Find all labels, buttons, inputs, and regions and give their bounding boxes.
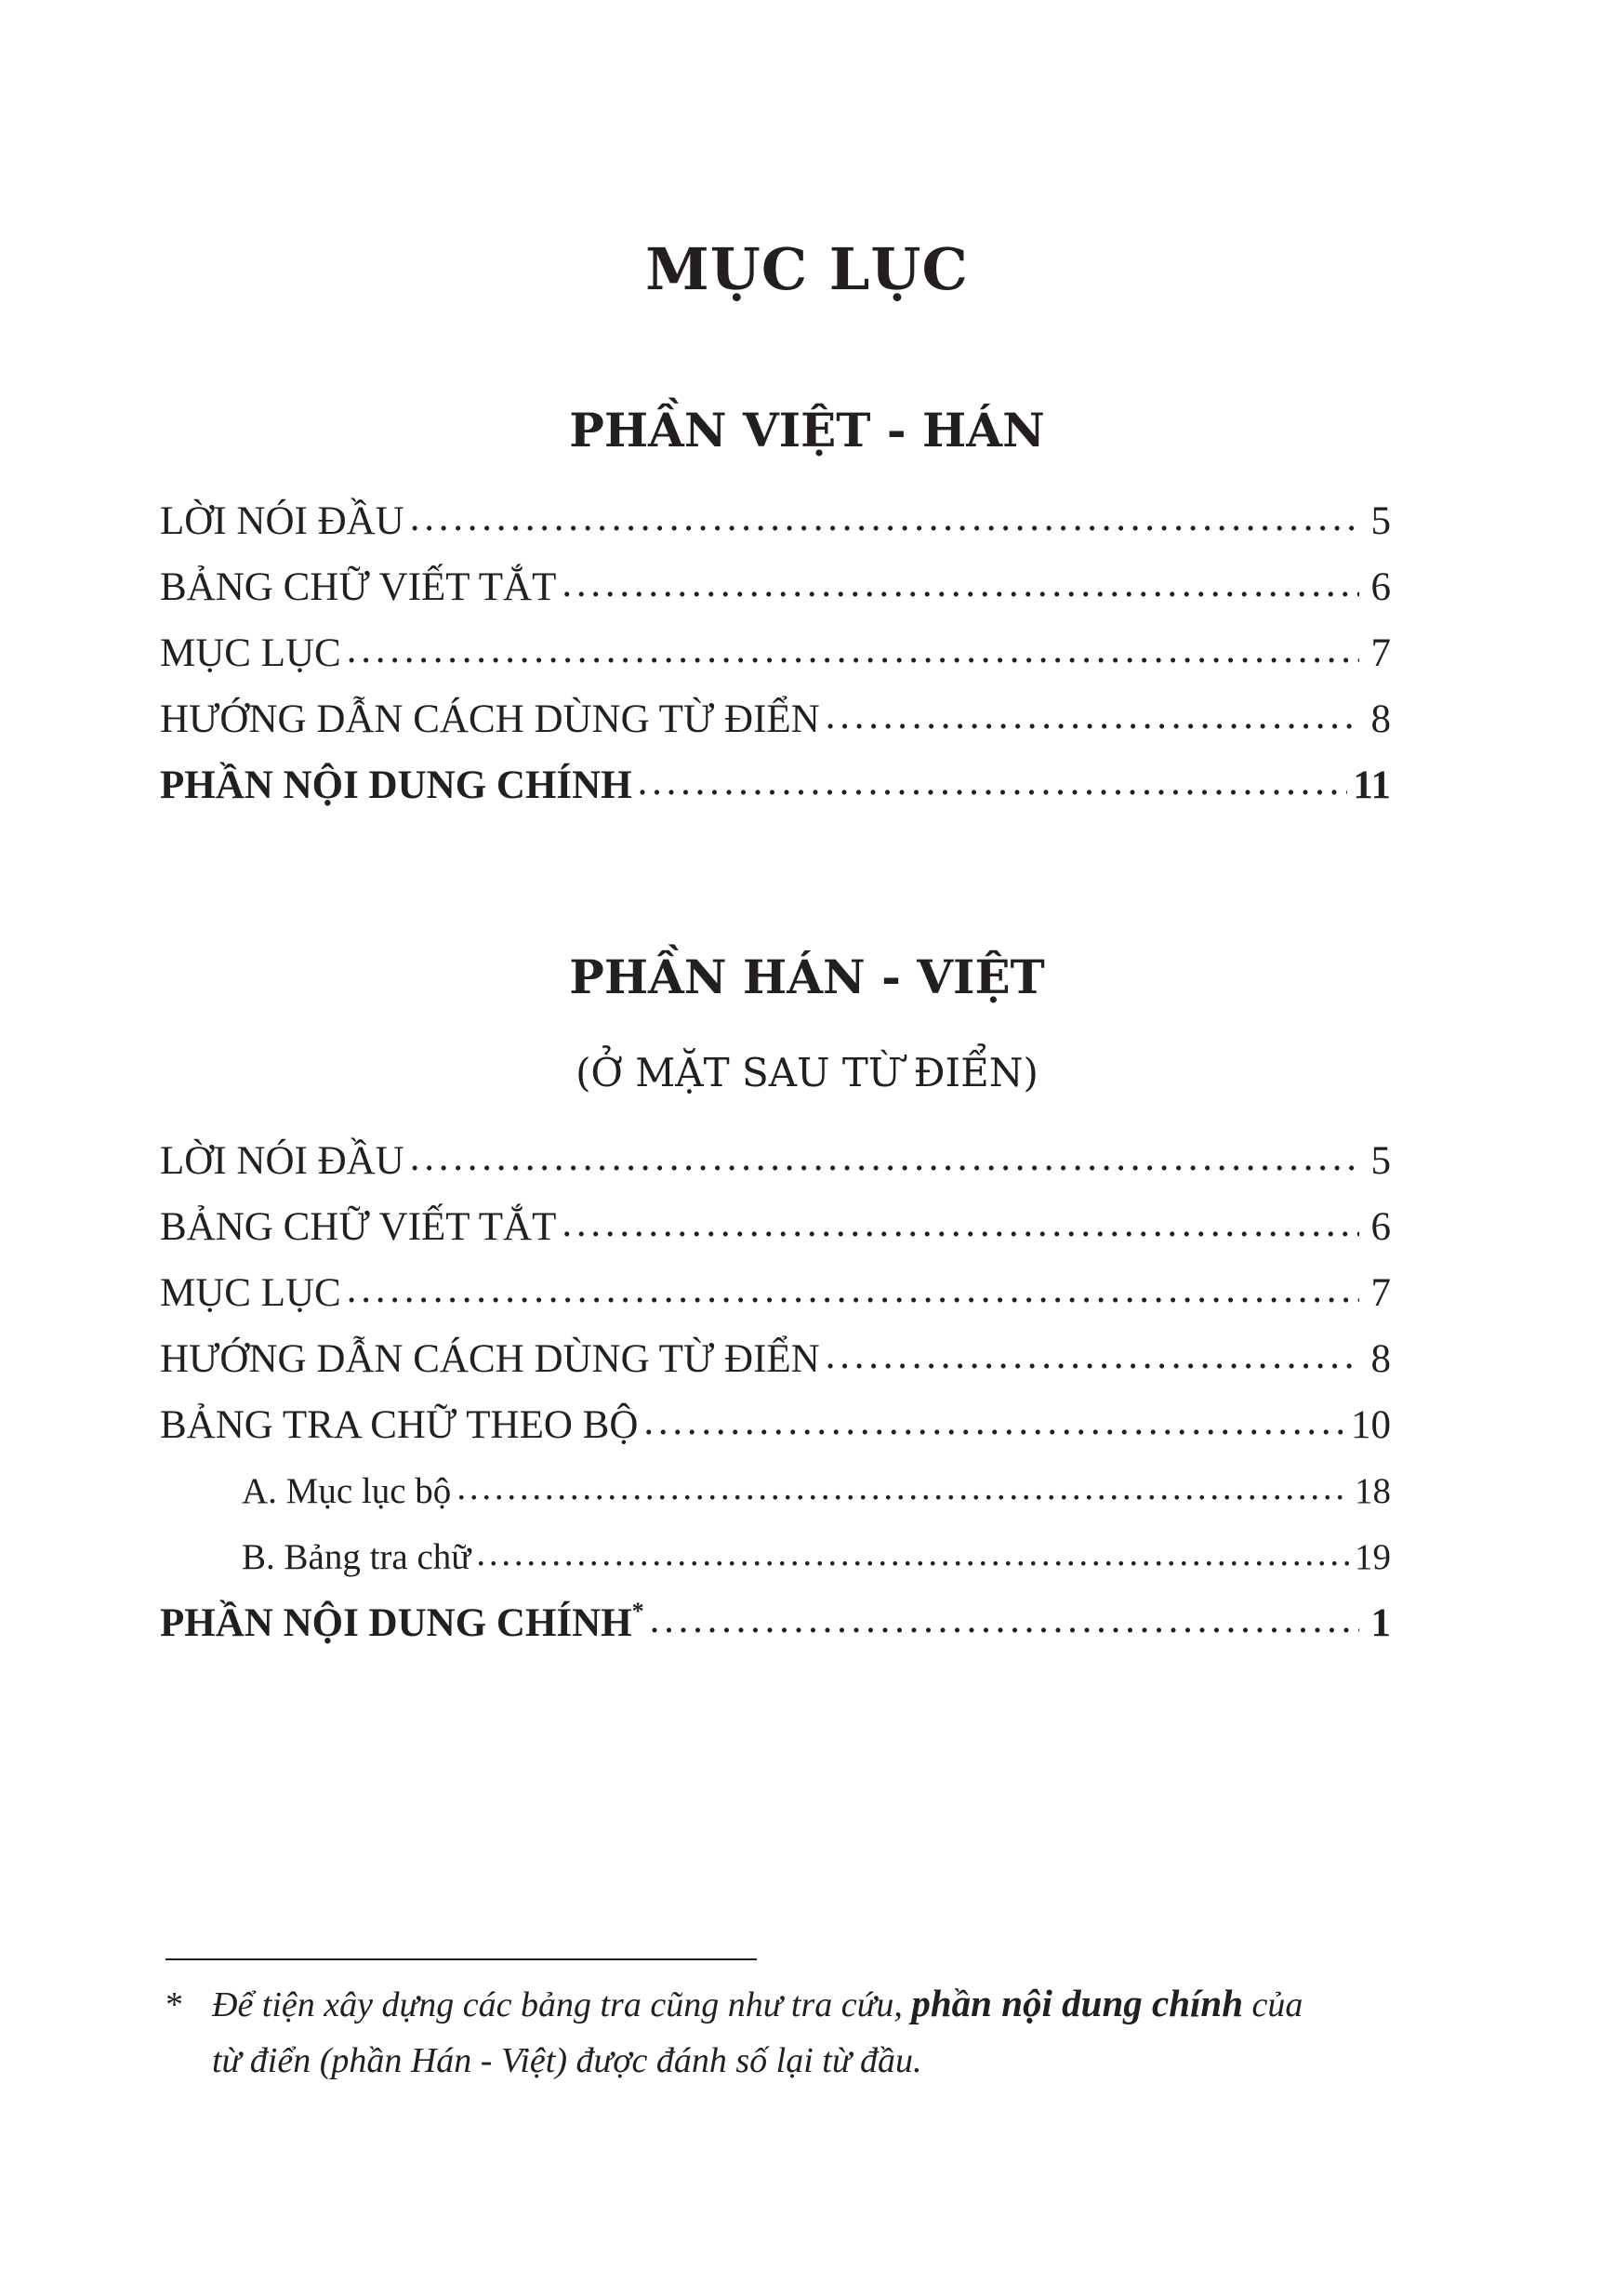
toc-subentry-muc-luc-bo[interactable] [160,1458,1391,1524]
toc-entry-page: 1 [1370,1601,1391,1645]
footnote-emphasis: phần nội dung chính [911,1982,1244,2024]
toc-entry-huong-dan[interactable] [160,686,1391,752]
footnote-reference-marker: * [631,1598,644,1625]
toc-entry-bang-tra-chu-theo-bo[interactable] [160,1392,1391,1458]
dot-leader [562,551,1359,617]
toc-entry-label: A. Mục lục bộ [242,1471,452,1511]
toc-list-han-viet [160,1128,1391,1656]
section-heading-han-viet: PHẦN HÁN - VIỆT [569,949,1045,1004]
footnote [165,1975,1430,2089]
footnote-text-line2: từ điển (phần Hán - Việt) được đánh số lại từ đầu. [212,2041,922,2080]
footnote-text-start: Để tiện xây dựng các bảng tra cũng như tra cứu, [212,1985,912,2024]
footnote-text-end: của [1243,1985,1303,2024]
toc-entry-label: MỤC LỤC [160,631,341,675]
toc-entry-huong-dan[interactable] [160,1326,1391,1392]
toc-entry-bang-chu-viet-tat[interactable] [160,554,1391,620]
dot-leader [562,1190,1359,1256]
toc-entry-muc-luc[interactable] [160,620,1391,686]
toc-entry-label: B. Bảng tra chữ [242,1537,471,1577]
toc-entry-bang-chu-viet-tat[interactable] [160,1194,1391,1260]
toc-subentry-bang-tra-chu[interactable] [160,1524,1391,1590]
footnote-marker: * [165,1985,183,2024]
toc-entry-page: 19 [1355,1537,1391,1577]
toc-entry-loi-noi-dau[interactable] [160,488,1391,554]
dot-leader [410,484,1359,551]
toc-entry-muc-luc[interactable] [160,1260,1391,1326]
dot-leader [638,749,1348,815]
toc-entry-page: 8 [1370,697,1391,741]
toc-entry-noi-dung-chinh[interactable] [160,1590,1391,1656]
toc-entry-label: HƯỚNG DẪN CÁCH DÙNG TỪ ĐIỂN [160,697,820,741]
toc-entry-page: 6 [1370,565,1391,609]
dot-leader [410,1124,1359,1190]
toc-entry-page: 5 [1370,499,1391,543]
section-subheading-han-viet: (Ở MẶT SAU TỪ ĐIỂN) [575,1050,1039,1095]
toc-entry-noi-dung-chinh[interactable] [160,752,1391,818]
section-heading-viet-han: PHẦN VIỆT - HÁN [569,403,1045,458]
toc-entry-loi-noi-dau[interactable] [160,1128,1391,1194]
footnote-separator [165,1958,757,1960]
dot-leader [650,1586,1359,1652]
toc-entry-label: HƯỚNG DẪN CÁCH DÙNG TỪ ĐIỂN [160,1337,820,1381]
toc-entry-label: BẢNG CHỮ VIẾT TẮT [160,1205,557,1249]
dot-leader [826,1322,1359,1388]
dot-leader [476,1520,1349,1586]
dot-leader [456,1454,1349,1520]
toc-entry-label: PHẦN NỘI DUNG CHÍNH [160,763,632,807]
toc-entry-label: LỜI NÓI ĐẦU [160,499,404,543]
toc-entry-label-text: PHẦN NỘI DUNG CHÍNH [160,1601,632,1645]
toc-entry-label: MỤC LỤC [160,1271,341,1315]
toc-entry-page: 8 [1370,1337,1391,1381]
toc-list-viet-han [160,488,1391,818]
toc-entry-page: 5 [1370,1139,1391,1183]
toc-entry-label: BẢNG TRA CHỮ THEO BỘ [160,1403,639,1447]
toc-entry-page: 6 [1370,1205,1391,1249]
dot-leader [347,1256,1359,1322]
page-title: MỤC LỤC [645,235,969,303]
toc-entry-page: 11 [1353,763,1391,807]
toc-entry-page: 7 [1370,631,1391,675]
toc-entry-page: 18 [1355,1471,1391,1511]
toc-entry-page: 10 [1351,1403,1391,1447]
toc-entry-label: BẢNG CHỮ VIẾT TẮT [160,565,557,609]
toc-entry-label: LỜI NÓI ĐẦU [160,1139,404,1183]
dot-leader [643,1388,1345,1454]
dot-leader [826,683,1359,749]
dot-leader [347,617,1359,683]
toc-entry-label [160,1590,644,1656]
toc-entry-page: 7 [1370,1271,1391,1315]
